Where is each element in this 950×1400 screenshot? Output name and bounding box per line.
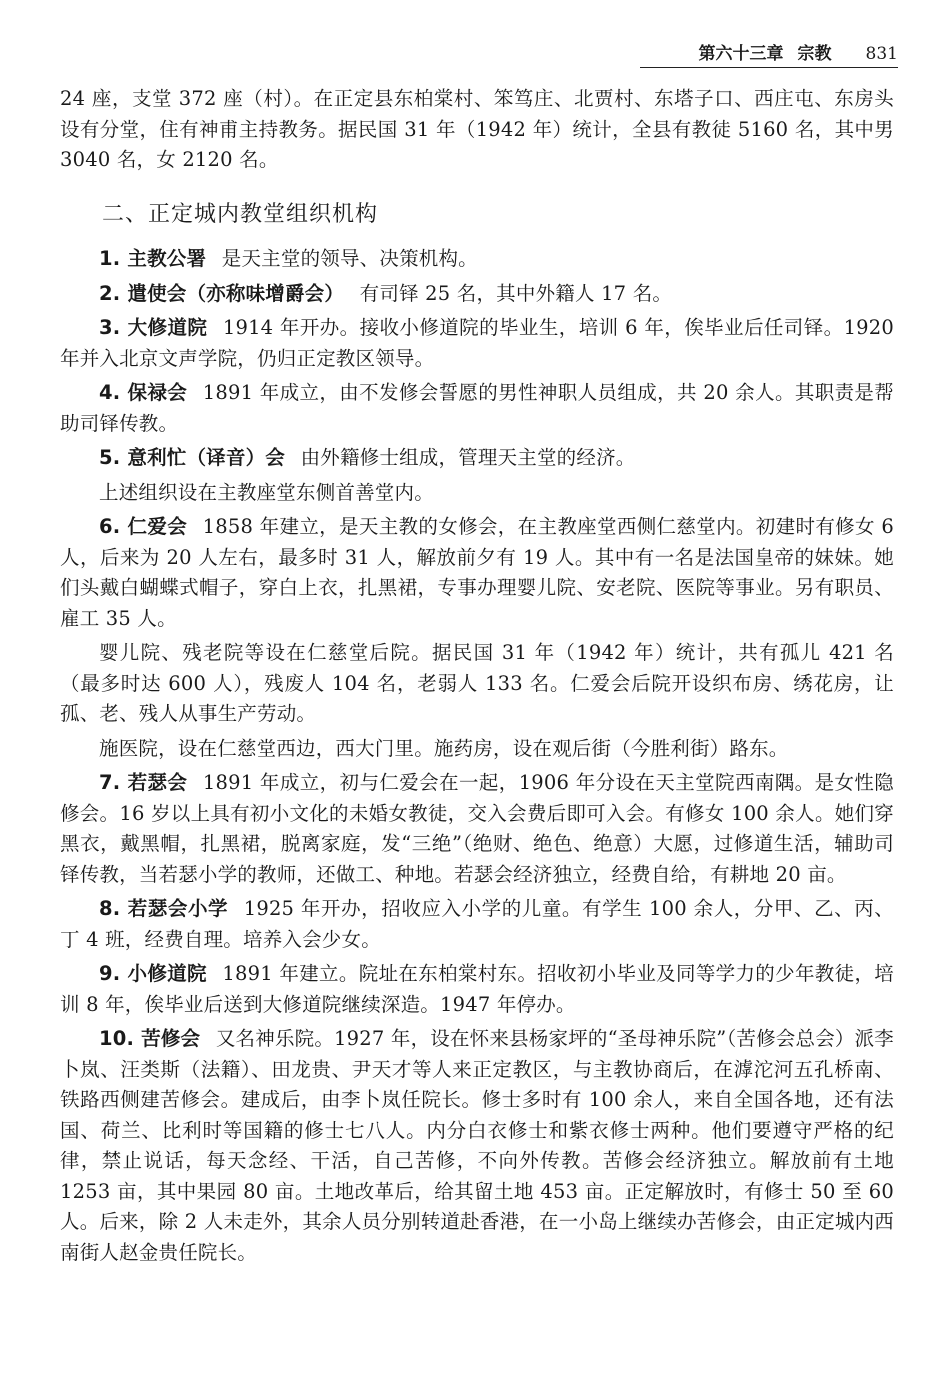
item-term: 10. 苦修会 [99,1027,201,1050]
chapter-title: 第六十三章 [698,44,784,64]
item-paragraph [60,894,894,955]
item-paragraph [60,313,894,374]
running-header [640,38,898,68]
item-text: 又名神乐院。1927 年，设在怀来县杨家坪的“圣母神乐院”（苦修会总会）派李卜岚、汪类斯（法籍）、田龙贵、尹天才等人来正定教区，与主教协商后，在滹沱河五孔桥南、铁路西侧建苦修会。建成后，由李卜岚任院长。修士多时有 100 余人，来自全国各地，还有法国、荷兰、比利时等国籍的修士七八人。内分白衣修士和紫衣修士两种。他们要遵守严格的纪律，禁止说话，每天念经、干活，自己苦修，不向外传教。苦修会经济独立。解放前有土地 1253 亩，其中果园 80 亩。土地改革后，给其留土地 453 亩。正定解放时，有修士 50 至 60 人。后来，除 2 人未走外，其余人员分别转道赴香港，在一小岛上继续办苦修会，由正定城内西南街人赵金贵任院长。 [60,1027,894,1264]
note-paragraph: 上述组织设在主教座堂东侧首善堂内。 [99,480,434,504]
item-text: 1891 年成立，初与仁爱会在一起，1906 年分设在天主堂院西南隅。是女性隐修会。16 岁以上具有初小文化的未婚女教徒，交入会费后即可入会。有修女 100 余人。她们穿黑衣，戴黑帽，扎黑裙，脱离家庭，发“三绝”（绝财、绝色、绝意）大愿，过修道生活，辅助司铎传教，当若瑟小学的教师，还做工、种地。若瑟会经济独立，经费自给，有耕地 20 亩。 [60,771,895,886]
orphanage-paragraph: 婴儿院、残老院等设在仁慈堂后院。据民国 31 年（1942 年）统计，共有孤儿 421 名（最多时达 600 人），残废人 104 名，老弱人 133 名。仁爱会后院开设织布房、绣花房，让孤、老、残人从事生产劳动。 [60,641,894,725]
item-paragraph [60,279,894,310]
item-text: 1914 年开办。接收小修道院的毕业生，培训 6 年，俟毕业后任司铎。1920 年并入北京文声学院，仍归正定教区领导。 [60,316,894,370]
item-term: 3. 大修道院 [99,316,208,339]
item-paragraph [60,1024,894,1268]
item-term: 2. 遣使会（亦称味增爵会） [99,281,345,305]
item-paragraph [60,244,894,275]
item-term: 7. 若瑟会 [99,771,188,794]
clinic-paragraph: 施医院，设在仁慈堂西边，西大门里。施药房，设在观后街（今胜利街）路东。 [99,736,789,760]
item-text: 1891 年建立。院址在东柏棠村东。招收初小毕业及同等学力的少年教徒，培训 8 年，俟毕业后送到大修道院继续深造。1947 年停办。 [60,962,894,1016]
item-text: 1891 年成立，由不发修会誓愿的男性神职人员组成，共 20 余人。其职责是帮助司铎传教。 [60,381,895,435]
item-text: 有司铎 25 名，其中外籍人 17 名。 [359,281,673,305]
item-text: 是天主堂的领导、决策机构。 [221,247,478,270]
section-title: 宗教 [797,44,832,64]
item-term: 4. 保禄会 [99,381,188,404]
item-paragraph [60,512,894,634]
page-number: 831 [865,44,898,64]
item-term: 6. 仁爱会 [99,515,188,538]
item-term: 9. 小修道院 [99,962,207,985]
body-text [60,84,894,1272]
section-heading: 二、正定城内教堂组织机构 [102,201,379,227]
item-text: 1925 年开办，招收应入小学的儿童。有学生 100 余人，分甲、乙、丙、丁 4 班，经费自理。培养入会少女。 [60,897,895,951]
item-term: 1. 主教公署 [99,247,207,270]
intro-paragraph: 24 座，支堂 372 座（村）。在正定县东柏棠村、笨笃庄、北贾村、东塔子口、西庄屯、东房头设有分堂，住有神甫主持教务。据民国 31 年（1942 年）统计，全县有教徒 5160 名，其中男 3040 名，女 2120 名。 [60,87,894,171]
item-paragraph [60,959,894,1020]
item-text: 1858 年建立，是天主教的女修会，在主教座堂西侧仁慈堂内。初建时有修女 6 人，后来为 20 人左右，最多时 31 人，解放前夕有 19 人。其中有一名是法国皇帝的妹妹。她们头戴白蝴蝶式帽子，穿白上衣，扎黑裙，专事办理婴儿院、安老院、医院等事业。另有职员、雇工 35 人。 [60,515,895,630]
item-paragraph [60,378,894,439]
item-term: 5. 意利忙（译音）会 [99,446,285,469]
item-paragraph [60,443,894,474]
item-paragraph [60,768,894,890]
item-term: 8. 若瑟会小学 [99,897,229,920]
item-text: 由外籍修士组成，管理天主堂的经济。 [300,446,636,469]
